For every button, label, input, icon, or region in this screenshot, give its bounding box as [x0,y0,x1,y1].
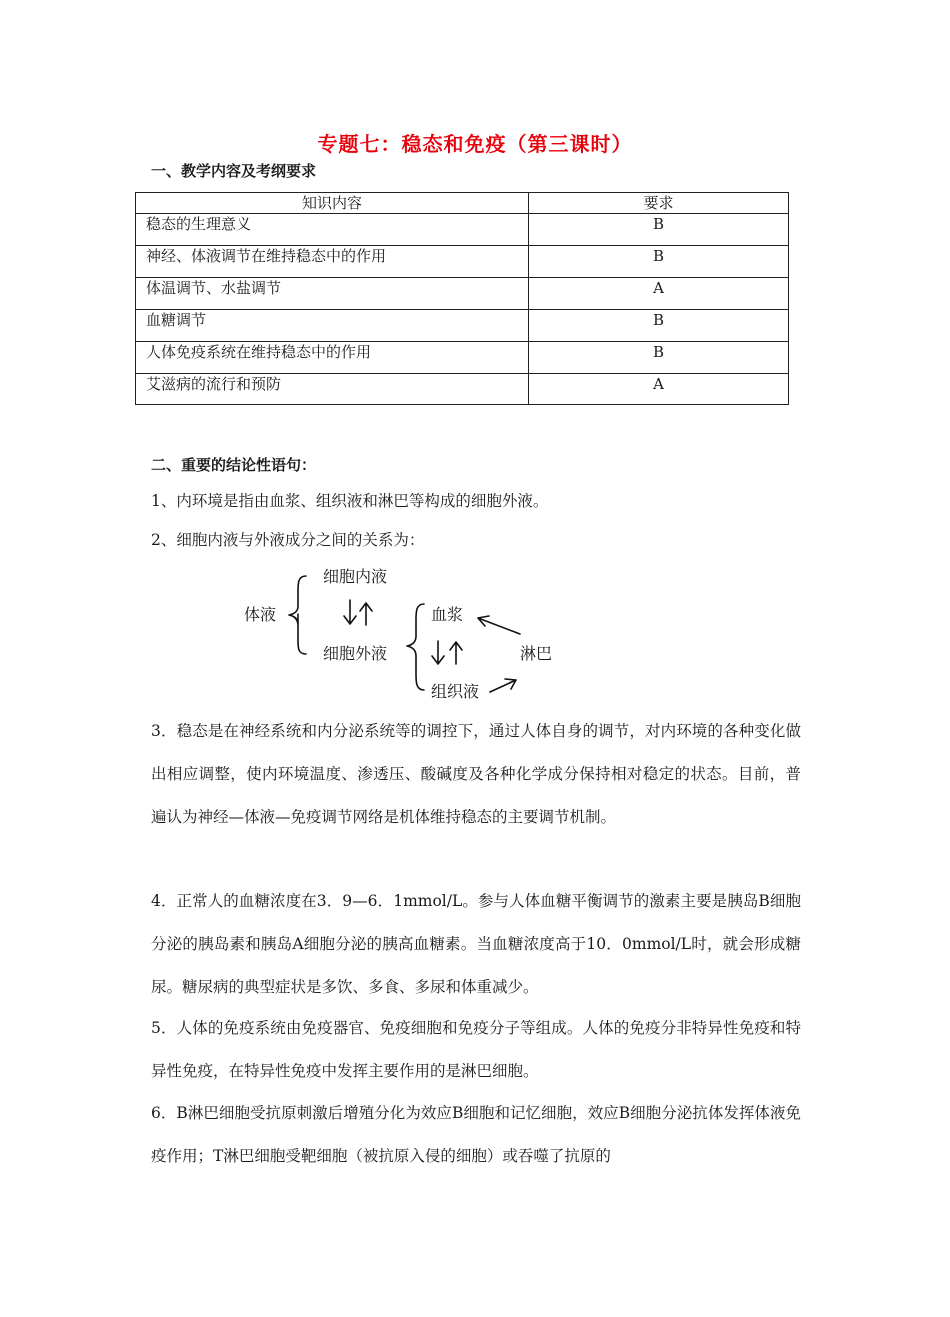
statement-4: 4．正常人的血糖浓度在3．9—6．1mmol/L。参与人体血糖平衡调节的激素主要是胰岛B细胞分泌的胰岛素和胰岛A细胞分泌的胰高血糖素。当血糖浓度高于10．0mmol/L时，就会形成糖尿。糖尿病的典型症状是多饮、多食、多尿和体重减少。 [151,892,801,996]
statement-6: 6．B淋巴细胞受抗原刺激后增殖分化为效应B细胞和记忆细胞，效应B细胞分泌抗体发挥体液免疫作用；T淋巴细胞受靶细胞（被抗原入侵的细胞）或吞噬了抗原的 [151,1104,801,1165]
label-tissue-fluid: 组织液 [431,682,480,701]
table-cell-content: 人体免疫系统在维持稳态中的作用 [136,342,529,374]
table-header-requirement: 要求 [529,193,789,214]
label-extracellular-fluid: 细胞外液 [323,644,388,663]
table-cell-content: 血糖调节 [136,310,529,342]
arrow-up-2 [450,642,462,664]
label-lymph: 淋巴 [520,644,553,663]
arrow-down-2 [432,641,444,664]
table-cell-level: B [529,214,789,246]
statement-5: 5．人体的免疫系统由免疫器官、免疫细胞和免疫分子等组成。人体的免疫分非特异性免疫和特异性免疫，在特异性免疫中发挥主要作用的是淋巴细胞。 [151,1019,801,1080]
arrow-up-1 [360,603,372,625]
arrow-lymph-to-plasma [478,616,520,634]
table-cell-content: 体温调节、水盐调节 [136,278,529,310]
table-cell-level: B [529,310,789,342]
table-cell-level: A [529,278,789,310]
table-cell-content: 神经、体液调节在维持稳态中的作用 [136,246,529,278]
arrow-tissue-to-lymph [490,679,516,692]
label-plasma: 血浆 [431,605,464,624]
statement-1: 1、内环境是指由血浆、组织液和淋巴等构成的细胞外液。 [151,492,549,510]
table-header-content: 知识内容 [136,193,529,214]
table-cell-level: B [529,342,789,374]
table-cell-content: 稳态的生理意义 [136,214,529,246]
table-cell-level: B [529,246,789,278]
page-title: 专题七：稳态和免疫（第三课时） [317,132,633,156]
table-cell-content: 艾滋病的流行和预防 [136,374,529,405]
brace-right [407,604,424,690]
arrow-down-1 [344,600,356,624]
section-heading-2: 二、重要的结论性语句： [151,456,317,474]
brace-left [289,576,306,654]
label-intracellular-fluid: 细胞内液 [323,567,388,586]
statement-2: 2、细胞内液与外液成分之间的关系为： [151,531,425,549]
label-tiye: 体液 [244,605,277,624]
statement-3: 3．稳态是在神经系统和内分泌系统等的调控下，通过人体自身的调节，对内环境的各种变化做出相应调整，使内环境温度、渗透压、酸碱度及各种化学成分保持相对稳定的状态。目前，普遍认为神经—体液—免疫调节网络是机体维持稳态的主要调节机制。 [151,722,801,826]
section-heading-1: 一、教学内容及考纲要求 [151,162,317,180]
table-cell-level: A [529,374,789,405]
